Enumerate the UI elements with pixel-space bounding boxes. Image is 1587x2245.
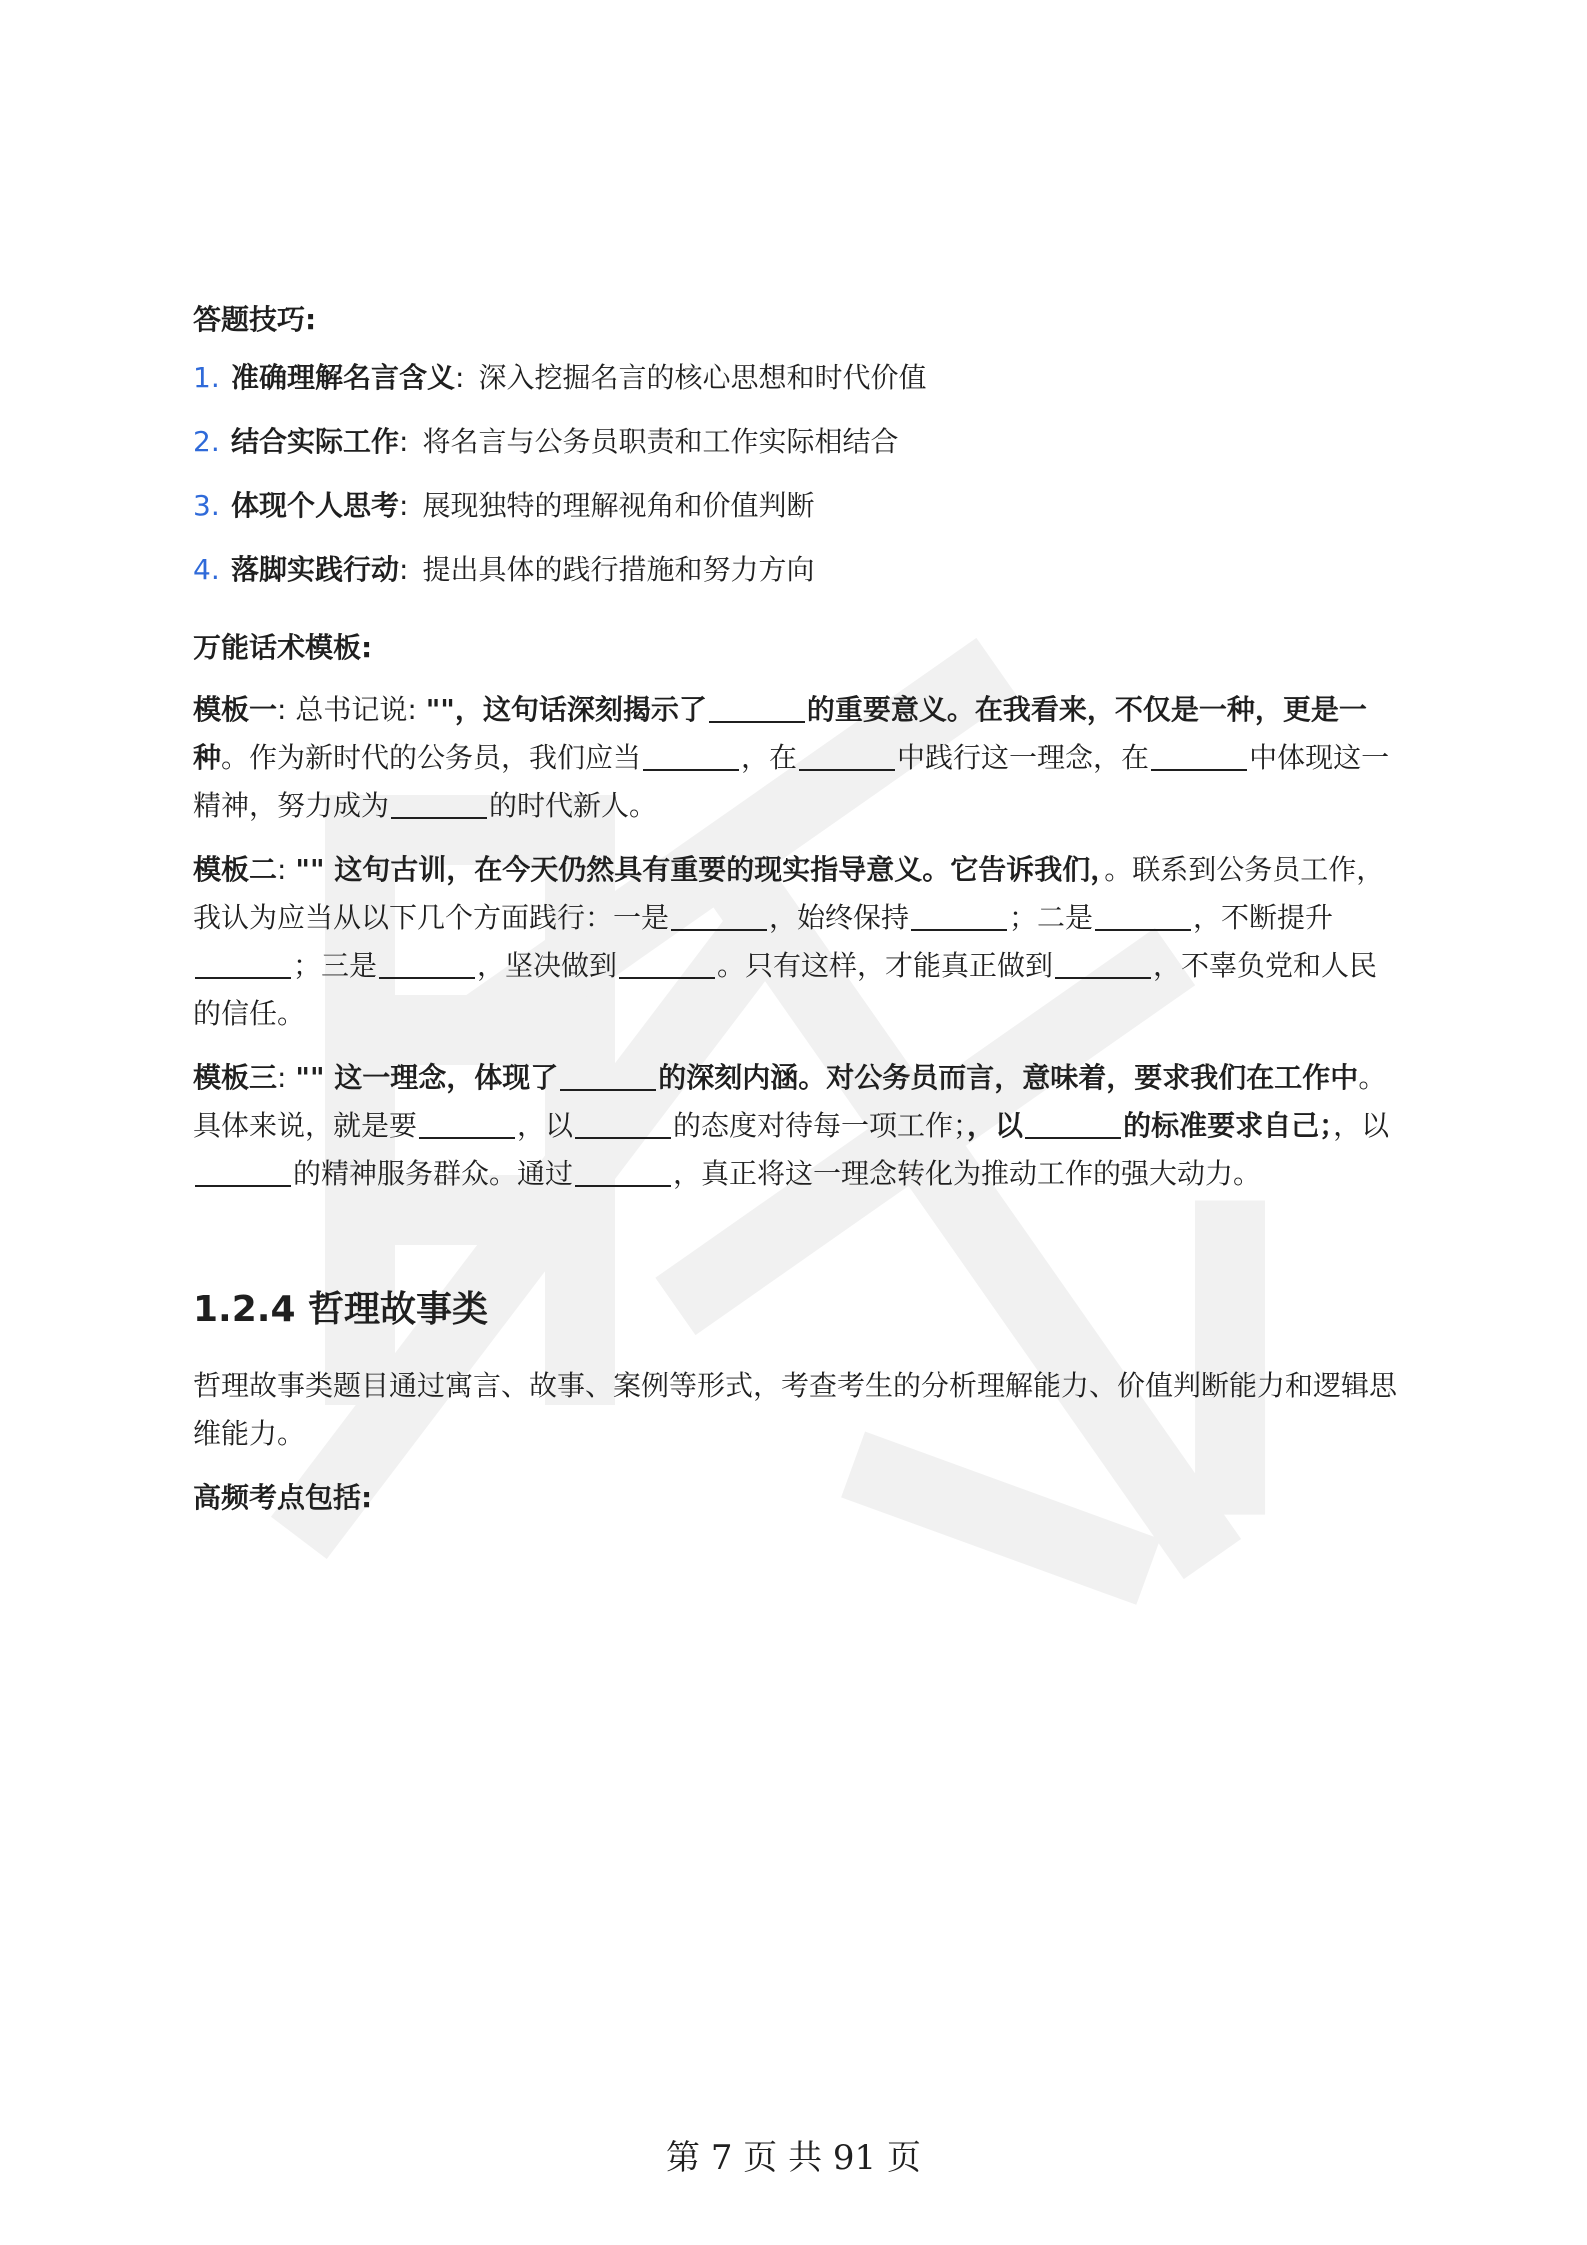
list-item: 4. 落脚实践行动 : 提出具体的践行措施和努力方向 [193,550,926,614]
template-label: 模板三 [193,1061,278,1094]
list-item-desc: 展现独特的理解视角和价值判断 [422,489,815,522]
section-paragraph: 哲理故事类题目通过寓言、故事、案例等形式，考查考生的分析理解能力、价值判断能力和逻辑思维能力。 [193,1369,1398,1450]
section-heading: 1.2.4 哲理故事类 [193,1289,489,1330]
list-number: 1. [193,361,220,394]
list-item-desc: 将名言与公务员职责和工作实际相结合 [422,425,899,458]
template-two: 模板二: "" 这句古训，在今天仍然具有重要的现实指导意义。它告诉我们，。联系到公务员工作，我认为应当从以下几个方面践行：一是 ，始终保持 ；二是 ，不断提升；三是 ，坚决做到 。只有这样，才能真正做到 ，不辜负党和人民的信任。 [193,853,1385,1030]
template-label: 模板二 [193,853,278,886]
page-footer: 第 7 页 共 91 页 [666,2138,921,2178]
list-number: 2. [193,425,220,458]
total-pages: 91 [832,2138,877,2178]
points-section-label: 高频考点包括: [193,1481,373,1514]
template-three: 模板三: "" 这一理念，体现了 的深刻内涵。对公务员而言，意味着，要求我们在工作中。具体来说，就是要 ，以 的态度对待每一项工作；，以 的标准要求自己；，以的精神服务群众。通过 ，真正将这一理念转化为推动工作的强大动力。 [193,1061,1390,1190]
list-item: 3. 体现个人思考 : 展现独特的理解视角和价值判断 [193,486,926,550]
list-item-desc: 深入挖掘名言的核心思想和时代价值 [478,361,927,394]
templates-section-label: 万能话术模板: [193,631,373,664]
list-item-title: 准确理解名言含义 [231,361,456,394]
list-item: 1. 准确理解名言含义 : 深入挖掘名言的核心思想和时代价值 [193,358,926,422]
page-number: 7 [710,2138,733,2178]
list-item: 2. 结合实际工作 : 将名言与公务员职责和工作实际相结合 [193,422,926,486]
list-item-title: 结合实际工作 [231,425,400,458]
list-item-title: 落脚实践行动 [231,553,400,586]
list-item-desc: 提出具体的践行措施和努力方向 [422,553,815,586]
tips-list [193,358,926,614]
tips-section-label: 答题技巧: [193,303,317,336]
list-number: 3. [193,489,220,522]
template-one: 模板一: 总书记说: ""，这句话深刻揭示了 的重要意义。在我看来，不仅是一种，更是一种。作为新时代的公务员，我们应当 ，在 中践行这一理念，在 中体现这一精神，努力成为 的时代新人。 [193,693,1390,822]
list-item-title: 体现个人思考 [231,489,400,522]
list-number: 4. [193,553,220,586]
template-label: 模板一 [193,693,278,726]
